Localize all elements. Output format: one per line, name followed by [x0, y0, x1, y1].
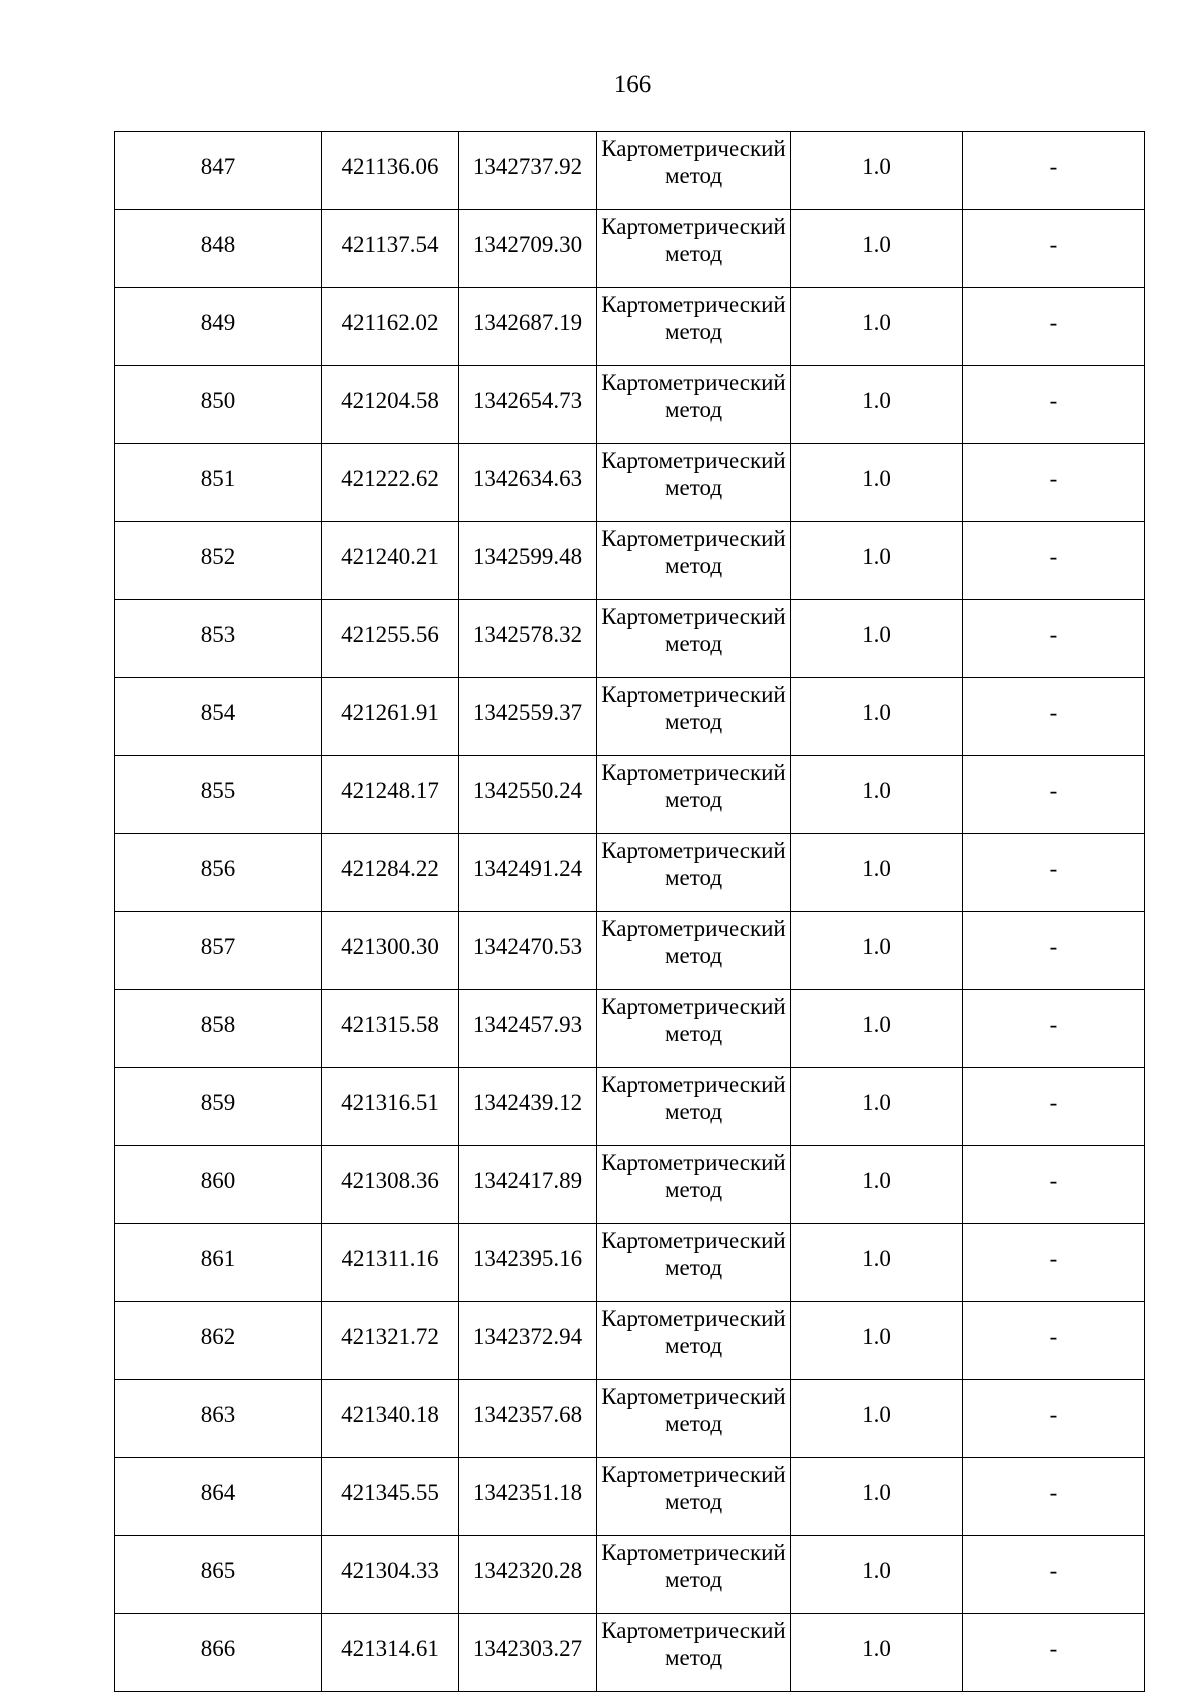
method-line-2: метод: [664, 1567, 723, 1592]
description-cell: -: [963, 1068, 1145, 1146]
description-cell: -: [963, 522, 1145, 600]
table-row: [115, 1068, 1145, 1146]
method-line-2: метод: [664, 709, 723, 734]
x-coordinate-cell: 421162.02: [322, 288, 459, 366]
table-row: [115, 366, 1145, 444]
y-coordinate-cell: 1342709.30: [459, 210, 597, 288]
point-number-cell: 848: [115, 210, 322, 288]
method-line-2: метод: [664, 631, 723, 656]
point-number-cell: 860: [115, 1146, 322, 1224]
method-cell: [597, 834, 791, 912]
point-number-cell: 853: [115, 600, 322, 678]
description-cell: -: [963, 1614, 1145, 1692]
accuracy-cell: 1.0: [791, 834, 963, 912]
method-cell: [597, 444, 791, 522]
x-coordinate-cell: 421314.61: [322, 1614, 459, 1692]
description-cell: -: [963, 1458, 1145, 1536]
description-cell: -: [963, 210, 1145, 288]
method-line-2: метод: [664, 943, 723, 968]
point-number-cell: 858: [115, 990, 322, 1068]
method-cell: [597, 1224, 791, 1302]
method-line-2: метод: [664, 553, 723, 578]
description-cell: -: [963, 366, 1145, 444]
point-number-cell: 866: [115, 1614, 322, 1692]
method-line-2: метод: [664, 1099, 723, 1124]
method-line-1: Картометрический: [601, 1618, 786, 1643]
table-row: [115, 288, 1145, 366]
y-coordinate-cell: 1342457.93: [459, 990, 597, 1068]
point-number-cell: 851: [115, 444, 322, 522]
description-cell: -: [963, 1146, 1145, 1224]
table-body: [115, 132, 1145, 1692]
method-line-1: Картометрический: [601, 760, 786, 785]
x-coordinate-cell: 421345.55: [322, 1458, 459, 1536]
y-coordinate-cell: 1342491.24: [459, 834, 597, 912]
method-line-1: Картометрический: [601, 448, 786, 473]
method-cell: [597, 990, 791, 1068]
method-cell: [597, 1302, 791, 1380]
y-coordinate-cell: 1342357.68: [459, 1380, 597, 1458]
table-row: [115, 1224, 1145, 1302]
coordinates-table: [114, 131, 1145, 1692]
accuracy-cell: 1.0: [791, 990, 963, 1068]
method-line-2: метод: [664, 1177, 723, 1202]
x-coordinate-cell: 421315.58: [322, 990, 459, 1068]
method-line-2: метод: [664, 1021, 723, 1046]
accuracy-cell: 1.0: [791, 444, 963, 522]
method-line-1: Картометрический: [601, 604, 786, 629]
x-coordinate-cell: 421304.33: [322, 1536, 459, 1614]
y-coordinate-cell: 1342439.12: [459, 1068, 597, 1146]
y-coordinate-cell: 1342303.27: [459, 1614, 597, 1692]
accuracy-cell: 1.0: [791, 1146, 963, 1224]
method-line-1: Картометрический: [601, 1384, 786, 1409]
method-line-1: Картометрический: [601, 1072, 786, 1097]
table-row: [115, 444, 1145, 522]
accuracy-cell: 1.0: [791, 1068, 963, 1146]
y-coordinate-cell: 1342395.16: [459, 1224, 597, 1302]
description-cell: -: [963, 600, 1145, 678]
method-cell: [597, 1146, 791, 1224]
method-cell: [597, 678, 791, 756]
accuracy-cell: 1.0: [791, 366, 963, 444]
description-cell: -: [963, 132, 1145, 210]
description-cell: -: [963, 1224, 1145, 1302]
description-cell: -: [963, 678, 1145, 756]
x-coordinate-cell: 421136.06: [322, 132, 459, 210]
method-line-1: Картометрический: [601, 1150, 786, 1175]
table-row: [115, 912, 1145, 990]
y-coordinate-cell: 1342634.63: [459, 444, 597, 522]
accuracy-cell: 1.0: [791, 912, 963, 990]
x-coordinate-cell: 421308.36: [322, 1146, 459, 1224]
y-coordinate-cell: 1342320.28: [459, 1536, 597, 1614]
method-cell: [597, 756, 791, 834]
x-coordinate-cell: 421321.72: [322, 1302, 459, 1380]
page-number: 166: [613, 71, 652, 98]
method-line-2: метод: [664, 1645, 723, 1670]
y-coordinate-cell: 1342550.24: [459, 756, 597, 834]
description-cell: -: [963, 834, 1145, 912]
accuracy-cell: 1.0: [791, 678, 963, 756]
method-line-1: Картометрический: [601, 370, 786, 395]
accuracy-cell: 1.0: [791, 1224, 963, 1302]
method-line-2: метод: [664, 787, 723, 812]
y-coordinate-cell: 1342559.37: [459, 678, 597, 756]
method-line-1: Картометрический: [601, 1228, 786, 1253]
method-line-2: метод: [664, 475, 723, 500]
table-row: [115, 1146, 1145, 1224]
method-cell: [597, 600, 791, 678]
method-cell: [597, 210, 791, 288]
y-coordinate-cell: 1342351.18: [459, 1458, 597, 1536]
method-cell: [597, 522, 791, 600]
method-cell: [597, 132, 791, 210]
accuracy-cell: 1.0: [791, 1536, 963, 1614]
table-row: [115, 1458, 1145, 1536]
accuracy-cell: 1.0: [791, 210, 963, 288]
point-number-cell: 859: [115, 1068, 322, 1146]
method-line-1: Картометрический: [601, 682, 786, 707]
y-coordinate-cell: 1342470.53: [459, 912, 597, 990]
method-line-1: Картометрический: [601, 838, 786, 863]
method-line-1: Картометрический: [601, 1306, 786, 1331]
x-coordinate-cell: 421255.56: [322, 600, 459, 678]
table-row: [115, 600, 1145, 678]
x-coordinate-cell: 421204.58: [322, 366, 459, 444]
method-cell: [597, 366, 791, 444]
method-line-1: Картометрический: [601, 214, 786, 239]
method-cell: [597, 1458, 791, 1536]
method-line-1: Картометрический: [601, 916, 786, 941]
method-line-1: Картометрический: [601, 1540, 786, 1565]
y-coordinate-cell: 1342417.89: [459, 1146, 597, 1224]
method-line-2: метод: [664, 1411, 723, 1436]
description-cell: -: [963, 444, 1145, 522]
table-row: [115, 990, 1145, 1068]
x-coordinate-cell: 421311.16: [322, 1224, 459, 1302]
method-line-2: метод: [664, 319, 723, 344]
method-line-2: метод: [664, 1333, 723, 1358]
point-number-cell: 857: [115, 912, 322, 990]
method-cell: [597, 1380, 791, 1458]
method-line-1: Картометрический: [601, 1462, 786, 1487]
y-coordinate-cell: 1342687.19: [459, 288, 597, 366]
point-number-cell: 864: [115, 1458, 322, 1536]
point-number-cell: 856: [115, 834, 322, 912]
point-number-cell: 863: [115, 1380, 322, 1458]
point-number-cell: 862: [115, 1302, 322, 1380]
x-coordinate-cell: 421248.17: [322, 756, 459, 834]
method-cell: [597, 1614, 791, 1692]
y-coordinate-cell: 1342654.73: [459, 366, 597, 444]
accuracy-cell: 1.0: [791, 132, 963, 210]
description-cell: -: [963, 912, 1145, 990]
x-coordinate-cell: 421137.54: [322, 210, 459, 288]
method-line-1: Картометрический: [601, 292, 786, 317]
table-row: [115, 1536, 1145, 1614]
method-line-2: метод: [664, 1489, 723, 1514]
x-coordinate-cell: 421261.91: [322, 678, 459, 756]
y-coordinate-cell: 1342372.94: [459, 1302, 597, 1380]
method-cell: [597, 1068, 791, 1146]
point-number-cell: 865: [115, 1536, 322, 1614]
table-row: [115, 210, 1145, 288]
table-row: [115, 132, 1145, 210]
description-cell: -: [963, 1380, 1145, 1458]
point-number-cell: 854: [115, 678, 322, 756]
x-coordinate-cell: 421316.51: [322, 1068, 459, 1146]
accuracy-cell: 1.0: [791, 522, 963, 600]
method-cell: [597, 912, 791, 990]
point-number-cell: 855: [115, 756, 322, 834]
accuracy-cell: 1.0: [791, 600, 963, 678]
method-line-2: метод: [664, 163, 723, 188]
point-number-cell: 850: [115, 366, 322, 444]
accuracy-cell: 1.0: [791, 756, 963, 834]
description-cell: -: [963, 756, 1145, 834]
accuracy-cell: 1.0: [791, 1458, 963, 1536]
y-coordinate-cell: 1342737.92: [459, 132, 597, 210]
description-cell: -: [963, 288, 1145, 366]
method-line-1: Картометрический: [601, 136, 786, 161]
method-cell: [597, 288, 791, 366]
x-coordinate-cell: 421222.62: [322, 444, 459, 522]
description-cell: -: [963, 1302, 1145, 1380]
table-row: [115, 522, 1145, 600]
accuracy-cell: 1.0: [791, 288, 963, 366]
y-coordinate-cell: 1342599.48: [459, 522, 597, 600]
table-row: [115, 678, 1145, 756]
description-cell: -: [963, 990, 1145, 1068]
x-coordinate-cell: 421300.30: [322, 912, 459, 990]
x-coordinate-cell: 421284.22: [322, 834, 459, 912]
point-number-cell: 861: [115, 1224, 322, 1302]
method-line-2: метод: [664, 1255, 723, 1280]
method-line-2: метод: [664, 397, 723, 422]
description-cell: -: [963, 1536, 1145, 1614]
table-row: [115, 1302, 1145, 1380]
table-row: [115, 756, 1145, 834]
method-line-2: метод: [664, 241, 723, 266]
y-coordinate-cell: 1342578.32: [459, 600, 597, 678]
point-number-cell: 849: [115, 288, 322, 366]
method-cell: [597, 1536, 791, 1614]
method-line-1: Картометрический: [601, 526, 786, 551]
x-coordinate-cell: 421340.18: [322, 1380, 459, 1458]
accuracy-cell: 1.0: [791, 1380, 963, 1458]
point-number-cell: 847: [115, 132, 322, 210]
table-row: [115, 1614, 1145, 1692]
table-row: [115, 1380, 1145, 1458]
accuracy-cell: 1.0: [791, 1614, 963, 1692]
method-line-1: Картометрический: [601, 994, 786, 1019]
point-number-cell: 852: [115, 522, 322, 600]
accuracy-cell: 1.0: [791, 1302, 963, 1380]
x-coordinate-cell: 421240.21: [322, 522, 459, 600]
table-row: [115, 834, 1145, 912]
method-line-2: метод: [664, 865, 723, 890]
